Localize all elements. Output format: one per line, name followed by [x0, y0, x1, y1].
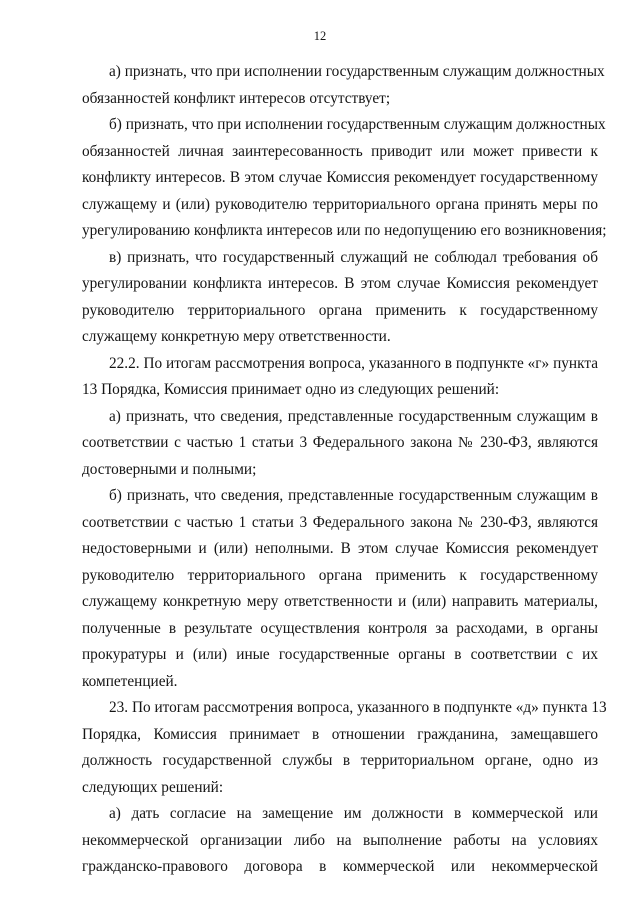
text-line: обязанностей личная заинтересованность приводит или может привести к	[82, 142, 598, 160]
text-line: служащему конкретную меру ответственности.	[82, 328, 391, 345]
text-line: должность государственной службы в территориальном органе, одно из	[82, 752, 598, 769]
text-line: прокуратуры и (или) иные государственные органы в соответствии с их	[82, 646, 598, 663]
text-line: 23. По итогам рассмотрения вопроса, указанного в подпункте «д» пункта 13	[109, 699, 607, 716]
text-line: урегулировании конфликта интересов. В этом случае Комиссия рекомендует	[82, 275, 598, 292]
text-line: 13 Порядка, Комиссия принимает одно из следующих решений:	[82, 381, 500, 398]
text-line: руководителю территориального органа применить к государственному	[82, 566, 598, 584]
text-line: соответствии с частью 1 статьи 3 Федерального закона № 230-ФЗ, являются	[82, 513, 598, 531]
text-line: следующих решений:	[82, 778, 224, 796]
text-line: а) дать согласие на замещение им должности в коммерческой или	[109, 805, 598, 822]
text-line: обязанностей конфликт интересов отсутствует;	[82, 89, 391, 107]
text-line: соответствии с частью 1 статьи 3 Федерального закона № 230-ФЗ, являются	[82, 434, 598, 451]
text-line: 22.2. По итогам рассмотрения вопроса, указанного в подпункте «г» пункта	[109, 354, 598, 372]
text-line: компетенцией.	[82, 672, 178, 690]
text-line: полученные в результате осуществления контроля за расходами, в органы	[82, 619, 598, 637]
text-line: служащему и (или) руководителю территориального органа принять меры по	[82, 195, 598, 213]
text-line: в) признать, что государственный служащий не соблюдал требования об	[109, 248, 598, 266]
text-line: недостоверными и (или) неполными. В этом случае Комиссия рекомендует	[82, 540, 598, 557]
text-line: достоверными и полными;	[82, 460, 257, 478]
text-line: служащему конкретную меру ответственности и (или) направить материалы,	[82, 593, 598, 610]
page-number: 12	[313, 29, 327, 43]
text-line: б) признать, что сведения, представленные государственным служащим в	[109, 487, 598, 504]
text-line: а) признать, что сведения, представленные государственным служащим в	[109, 407, 598, 425]
text-line: некоммерческой организации либо на выполнение работы на условиях	[82, 831, 598, 849]
text-line: урегулированию конфликта интересов или по недопущению его возникновения;	[82, 222, 607, 239]
text-line: конфликту интересов. В этом случае Комиссия рекомендует государственному	[82, 169, 598, 186]
text-line: б) признать, что при исполнении государственным служащим должностных	[109, 116, 606, 133]
text-line: а) признать, что при исполнении государственным служащим должностных	[109, 63, 605, 80]
text-line: гражданско-правового договора в коммерческой или некоммерческой	[82, 858, 598, 875]
text-line: руководителю территориального органа применить к государственному	[82, 301, 598, 319]
text-line: Порядка, Комиссия принимает в отношении гражданина, замещавшего	[82, 725, 598, 743]
